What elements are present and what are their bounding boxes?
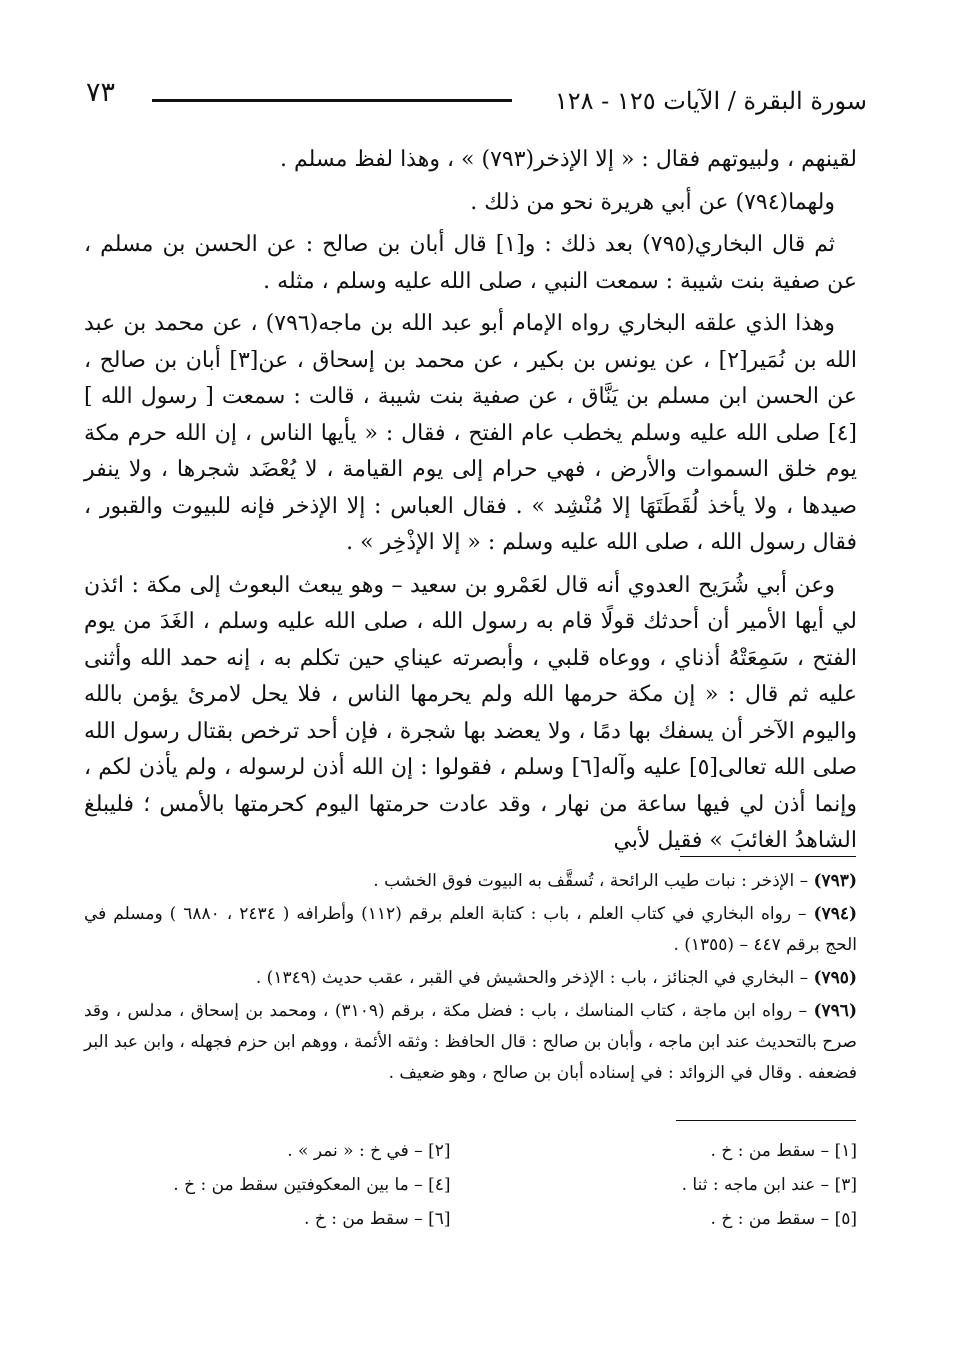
footnote	[84, 866, 857, 897]
footnote-text: – البخاري في الجنائز ، باب : الإذخر والحشيش في القبر ، عقب حديث (١٣٤٩) .	[255, 968, 809, 988]
manuscript-note: [١] – سقط من : خ .	[710, 1141, 857, 1161]
paragraph: لقينهم ، ولبيوتهم فقال : « إلا الإذخر(٧٩٣) » ، وهذا لفظ مسلم .	[280, 147, 857, 172]
footnote-text: – رواه البخاري في كتاب العلم ، باب : كتابة العلم برقم (١١٢) وأطرافه ( ٢٤٣٤ ، ٦٨٨٠ ) ومسلم في الحج برقم ٤٤٧ – (١٣٥٥) .	[84, 904, 857, 955]
main-text	[84, 142, 857, 866]
footnote	[84, 899, 857, 961]
footnote	[84, 996, 857, 1089]
footnote-number: (٧٩٣)	[813, 871, 857, 891]
footnote-number: (٧٩٥)	[813, 968, 857, 988]
footnote	[84, 963, 857, 994]
header-rule	[152, 99, 512, 102]
footnote-number: (٧٩٦)	[813, 1001, 857, 1021]
paragraph: ولهما(٧٩٤) عن أبي هريرة نحو من ذلك .	[470, 189, 835, 215]
manuscript-note: [٥] – سقط من : خ .	[710, 1209, 857, 1229]
paragraph: ثم قال البخاري(٧٩٥) بعد ذلك : و[١] قال أبان بن صالح : عن الحسن بن مسلم ، عن صفية بنت شيبة : سمعت النبي ، صلى الله عليه وسلم ، مثله .	[84, 232, 857, 294]
footnotes-rule	[680, 856, 856, 857]
footnote-text: – الإذخر : نبات طيب الرائحة ، تُسقَّف به البيوت فوق الخشب .	[373, 871, 809, 891]
notes-rule	[676, 1120, 856, 1121]
footnote-text: – رواه ابن ماجة ، كتاب المناسك ، باب : فضل مكة ، برقم (٣١٠٩) ، ومحمد بن إسحاق ، مدلس ، وقد صرح بالتحديث عند ابن ماجه ، وأبان بن صالح : قال الحافظ : وثقه الأئمة ، ووهم ابن حزم فجهله ، وابن عبد البر فضعفه . وقال في الزوائد : في إسناده أبان بن صالح ، وهو ضعيف .	[84, 1001, 857, 1083]
running-title: سورة البقرة / الآيات ١٢٥ - ١٢٨	[554, 87, 867, 115]
paragraph: وهذا الذي علقه البخاري رواه الإمام أبو عبد الله بن ماجه(٧٩٦) ، عن محمد بن عبد الله بن نُمَير[٢] ، عن يونس بن بكير ، عن محمد بن إسحاق ، عن[٣] أبان بن صالح ، عن الحسن ابن مسلم بن يَنَّاق ، عن صفية بنت شيبة ، قالت : سمعت [ رسول الله ][٤] صلى الله عليه وسلم يخطب عام الفتح ، فقال : « يأيها الناس ، إن الله حرم مكة يوم خلق السموات والأرض ، فهي حرام إلى يوم القيامة ، لا يُعْضَد شجرها ، ولا ينفر صيدها ، ولا يأخذ لُقَطَتَهَا إلا مُنْشِد » . فقال العباس : إلا الإذخر فإنه للبيوت والقبور ، فقال رسول الله ، صلى الله عليه وسلم : « إلا الإذْخِر » .	[84, 311, 857, 555]
manuscript-note: [٦] – سقط من : خ .	[304, 1209, 451, 1229]
footnotes	[84, 866, 857, 1091]
footnote-number: (٧٩٤)	[813, 904, 858, 924]
manuscript-note: [٢] – في خ : « نمر » .	[287, 1141, 451, 1161]
paragraph: وعن أبي شُرَيح العدوي أنه قال لعَمْرو بن سعيد – وهو يبعث البعوث إلى مكة : ائذن لي أيها الأمير أن أحدثك قولًا قام به رسول الله ، صلى الله عليه وسلم ، الغَدَ من يوم الفتح ، سَمِعَتْهُ أذناي ، ووعاه قلبي ، وأبصرته عيناي حين تكلم به ، إنه حمد الله وأثنى عليه ثم قال : « إن مكة حرمها الله ولم يحرمها الناس ، فلا يحل لامرئ يؤمن بالله واليوم الآخر أن يسفك بها دمًا ، ولا يعضد بها شجرة ، فإن أحد ترخص بقتال رسول الله صلى الله تعالى[٥] عليه وآله[٦] وسلم ، فقولوا : إن الله أذن لرسوله ، ولم يأذن لكم ، وإنما أذن لي فيها ساعة من نهار ، وقد عادت حرمتها اليوم كحرمتها بالأمس ؛ فليبلغ الشاهدُ الغائبَ » فقيل لأبي	[84, 572, 858, 853]
manuscript-note: [٤] – ما بين المعكوفتين سقط من : خ .	[173, 1175, 451, 1195]
manuscript-notes	[84, 1134, 857, 1236]
page-number: ٧٣	[86, 77, 116, 108]
manuscript-note: [٣] – عند ابن ماجه : ثنا .	[681, 1175, 857, 1195]
